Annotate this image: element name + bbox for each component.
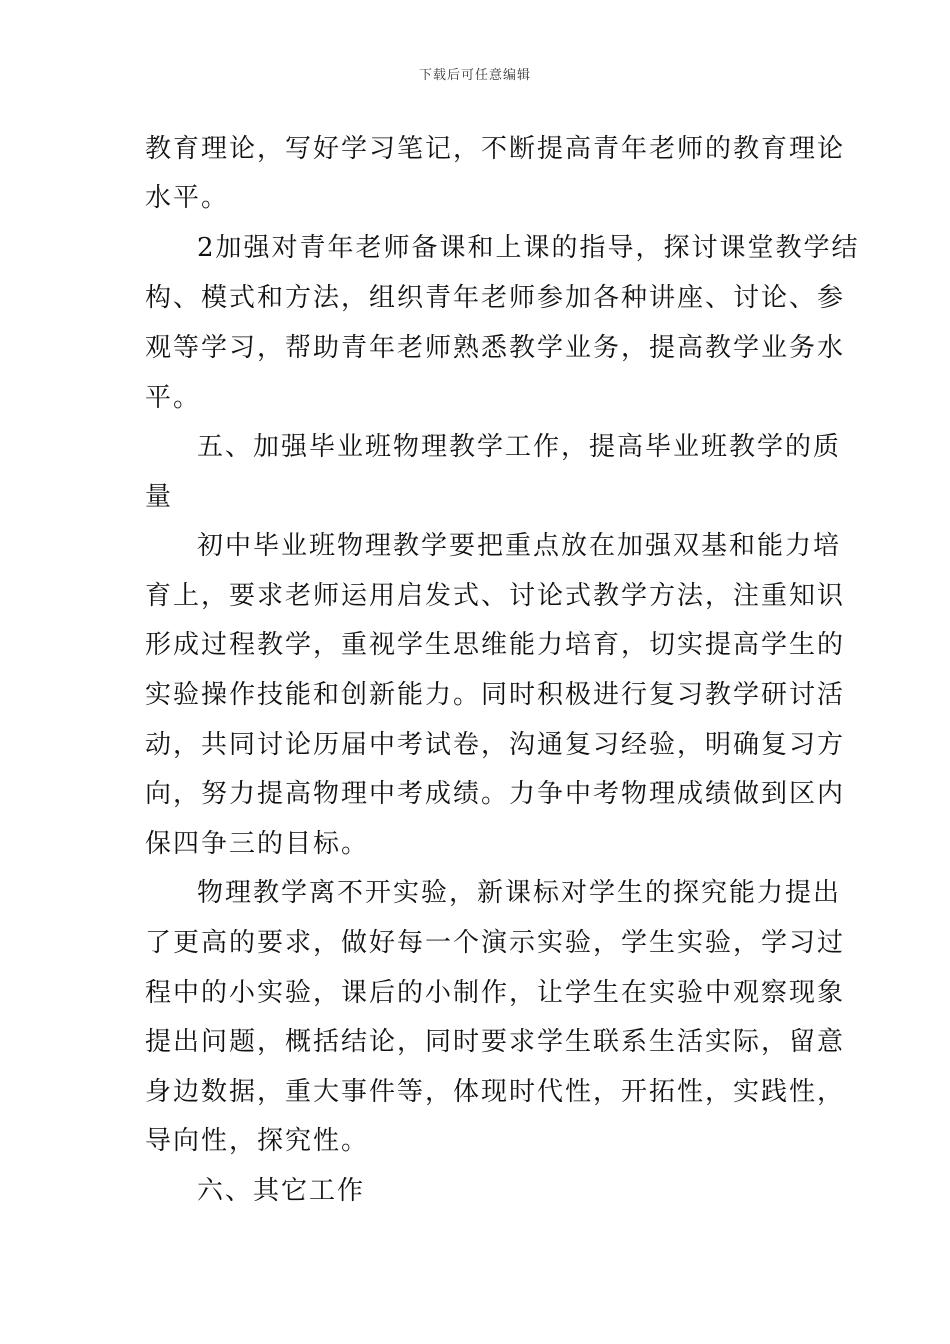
body-line-12: 实验操作技能和创新能力。同时积极进行复习教学研讨活 <box>145 680 846 710</box>
body-line-11: 形成过程教学，重视学生思维能力培育，切实提高学生的 <box>145 630 846 660</box>
body-line-10: 育上，要求老师运用启发式、讨论式教学方法，注重知识 <box>145 581 846 611</box>
body-line-9: 初中毕业班物理教学要把重点放在加强双基和能力培 <box>197 531 842 561</box>
body-line-21: 导向性，探究性。 <box>145 1126 370 1156</box>
body-line-3: 2加强对青年老师备课和上课的指导，探讨课堂教学结 <box>197 233 860 263</box>
page-header: 下载后可任意编辑 <box>418 68 531 83</box>
body-line-15: 保四争三的目标。 <box>145 829 370 859</box>
section-heading-6: 六、其它工作 <box>197 1176 366 1206</box>
body-line-16: 物理教学离不开实验，新课标对学生的探究能力提出 <box>197 878 842 908</box>
body-line-18: 程中的小实验，课后的小制作，让学生在实验中观察现象 <box>145 978 846 1008</box>
body-line-2: 水平。 <box>145 183 230 213</box>
section-heading-5: 五、加强毕业班物理教学工作，提高毕业班教学的质 <box>197 432 842 462</box>
body-line-13: 动，共同讨论历届中考试卷，沟通复习经验，明确复习方 <box>145 730 846 760</box>
body-line-17: 了更高的要求，做好每一个演示实验，学生实验，学习过 <box>145 928 846 958</box>
section-heading-5-cont: 量 <box>145 482 174 512</box>
body-line-19: 提出问题，概括结论，同时要求学生联系生活实际，留意 <box>145 1027 846 1057</box>
body-line-14: 向，努力提高物理中考成绩。力争中考物理成绩做到区内 <box>145 779 846 809</box>
body-line-5: 观等学习，帮助青年老师熟悉教学业务，提高教学业务水 <box>145 333 846 363</box>
body-line-6: 平。 <box>145 383 202 413</box>
body-line-1: 教育理论，写好学习笔记，不断提高青年老师的教育理论 <box>145 134 846 164</box>
body-line-4: 构、模式和方法，组织青年老师参加各种讲座、讨论、参 <box>145 283 846 313</box>
body-line-20: 身边数据，重大事件等，体现时代性，开拓性，实践性， <box>145 1077 846 1107</box>
